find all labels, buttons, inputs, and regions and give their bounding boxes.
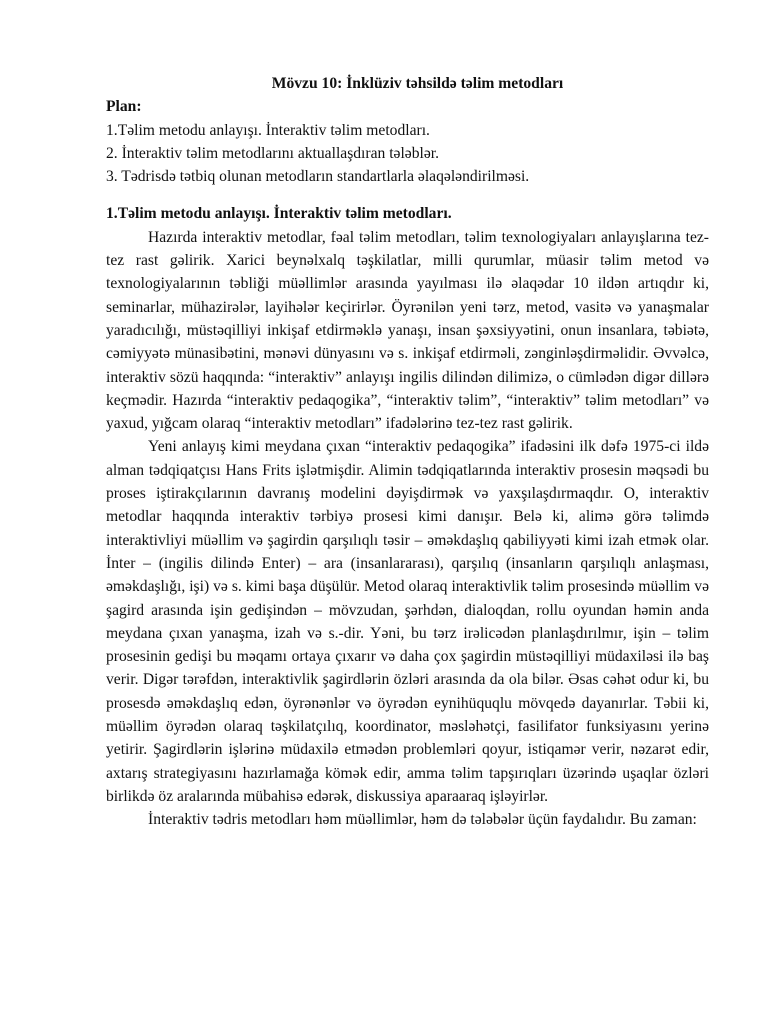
document-title: Mövzu 10: İnklüziv təhsildə təlim metodları xyxy=(271,75,564,92)
body-paragraph: Yeni anlayış kimi meydana çıxan “interaktiv pedaqogika” ifadəsini ilk dəfə 1975-ci ildə alman tədqiqatçısı Hans Frits işlətmişdir. Alimin tədqiqatlarında interaktiv prosesin məqsədi bu proses iştirakçılarının davranış modelini dəyişdirmək və yaxşılaşdırmaqdır. O, interaktiv metodlar haqqında interaktiv tərbiyə prosesi kimi danışır. Belə ki, alimə görə təlimdə interaktivliyi müəllim və şagirdin qarşılıqlı təsir – əməkdaşlıq qabiliyyəti kimi izah etmək olar. İnter – (ingilis dilində Enter) – ara (insanlararası), qarşılıq (insanların qarşılıqlı anlaşması, əməkdaşlığı, işi) və s. kimi başa düşülür. Metod olaraq interaktivlik təlim prosesində müəllim və şagird arasında işin gedişindən – mövzudan, şərhdən, dialoqdan, rollu oyundan həmin anda meydana çıxan yanaşma, izah və s.-dir. Yəni, bu tərz irəlicədən planlaşdırılmır, işin – təlim prosesinin gedişi bu məqamı ortaya çıxarır və daha çox şagirdin müstəqilliyi müdaxiləsi ilə baş verir. Digər tərəfdən, interaktivlik şagirdlərin özləri arasında da ola bilər. Əsas cəhət odur ki, bu prosesdə əməkdaşlıq edən, öyrənənlər və öyrədən eynihüquqlu mövqedə dayanırlar. Təbii ki, müəllim öyrədən olaraq təşkilatçılıq, koordinator, məsləhətçi, fasilifator funksiyasını yerinə yetirir. Şagirdlərin işlərinə müdaxilə etmədən problemləri qoyur, istiqamər verir, nəzarət edir, axtarış strategiyasını hazırlamağa kömək edir, amma təlim tapşırıqları üzərində uşaqlar özləri birlikdə öz aralarında mübahisə edərək, diskussiya aparaaraq işləyirlər. xyxy=(106,438,709,805)
section-heading: 1.Təlim metodu anlayışı. İnteraktiv təlim metodları. xyxy=(106,205,452,223)
body-paragraph: Hazırda interaktiv metodlar, fəal təlim metodları, təlim texnologiyaları anlayışlarına tez-tez rast gəlirik. Xarici beynəlxalq təşkilatlar, milli qurumlar, müasir təlim metod və texnologiyalarının təbliği müəllimlər arasında yayılması ilə əlaqədar 10 ildən artıqdır ki, seminarlar, mühazirələr, layihələr keçirirlər. Öyrənilən yeni tərz, metod, vasitə və yanaşmalar yaradıcılığı, müstəqilliyi inkişaf etdirməklə yanaşı, insan şəxsiyyətini, onun insanlara, təbiətə, cəmiyyətə münasibətini, mənəvi dünyasını və s. inkişaf etdirməli, zənginləşdirməlidir. Əvvəlcə, interaktiv sözü haqqında: “interaktiv” anlayışı ingilis dilindən dilimizə, o cümlədən digər dillərə keçmədir. Hazırda “interaktiv pedaqogika”, “interaktiv təlim”, “interaktiv” təlim metodları” və yaxud, yığcam olaraq “interaktiv metodları” ifadələrinə tez-tez rast gəlirik. xyxy=(106,228,709,433)
plan-list xyxy=(106,119,709,189)
plan-label: Plan: xyxy=(106,98,142,116)
plan-item: 3. Tədrisdə tətbiq olunan metodların standartlarla əlaqələndirilməsi. xyxy=(106,168,530,186)
plan-item: 1.Təlim metodu anlayışı. İnteraktiv təlim metodları. xyxy=(106,121,430,139)
document-page xyxy=(106,72,709,832)
body-paragraph: İnteraktiv tədris metodları həm müəllimlər, həm də tələbələr üçün faydalıdır. Bu zaman: xyxy=(148,811,697,829)
plan-item: 2. İnteraktiv təlim metodlarını aktuallaşdıran tələblər. xyxy=(106,144,439,162)
